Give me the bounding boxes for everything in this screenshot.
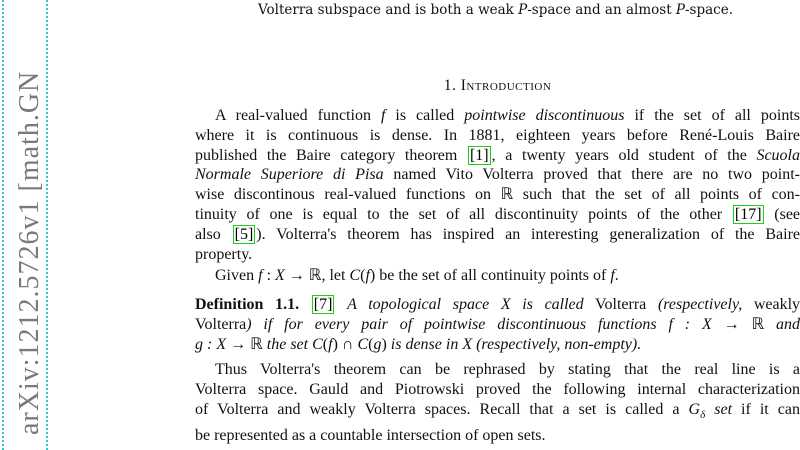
definition-title: Definition 1.1. (195, 296, 300, 313)
citation-5[interactable]: [5] (234, 225, 254, 243)
p3-line-3: of Volterra and weakly Volterra spaces. Recall that a set is called a $G_\delta$ set if it can (195, 400, 800, 421)
p1-line-2: where it is continuous is dense. In 1881, eighteen years before René-Louis Baire (195, 126, 800, 144)
def-line-1: Definition 1.1. [7] A topological space X is called Volterra (respectively, weakly (195, 296, 800, 313)
p2-line-1: Given f : X → ℝ, let C(f) be the set of all continuity points of f. (215, 267, 619, 284)
p3-line-2: Volterra space. Gauld and Piotrowski proved the following internal characterization (195, 380, 800, 398)
intro-paragraph-3 (195, 360, 800, 445)
p3-line-4: be represented as a countable intersection of open sets. (195, 426, 546, 444)
abstract-tail: Volterra subspace and is both a weak P-space and an almost P-space. (258, 2, 734, 18)
citation-1[interactable]: [1] (469, 146, 489, 164)
p1-line-6: tinuity of one is equal to the set of all discontinuity points of the other [17] (see (195, 205, 800, 223)
p3-line-1: Thus Volterra's theorem can be rephrased by stating that the real line is a (215, 361, 800, 378)
definition-1-1 (195, 295, 800, 354)
citation-17[interactable]: [17] (734, 205, 762, 223)
p1-line-1: A real-valued function f is called pointwise discontinuous if the set of all points (215, 107, 800, 124)
p1-line-5: wise discontinous real-valued functions on ℝ such that the set of all points of con- (195, 186, 800, 204)
p1-line-3: published the Baire category theorem [1] , a twenty years old student of the Scuola (195, 146, 800, 164)
intro-paragraph-2 (195, 266, 800, 286)
def-line-3: g : X → ℝ the set C(f) ∩ C(g) is dense in X (respectively, non-empty). (195, 335, 642, 353)
p1-line-8: property. (195, 245, 253, 263)
p1-line-7: also [5] ). Volterra's theorem has inspired an interesting generalization of the Baire (195, 225, 800, 243)
p1-line-4: Normale Superiore di Pisa named Vito Volterra proved that there are no two point- (195, 166, 800, 184)
section-heading: 1. Introduction (443, 77, 552, 94)
def-line-2: Volterra) if for every pair of pointwise discontinuous functions f : X → ℝ and (195, 315, 800, 333)
arxiv-identifier: arXiv:1212.5726v1 [math.GN (14, 70, 45, 435)
citation-7[interactable]: [7] (313, 296, 333, 313)
intro-paragraph-1 (195, 106, 800, 264)
